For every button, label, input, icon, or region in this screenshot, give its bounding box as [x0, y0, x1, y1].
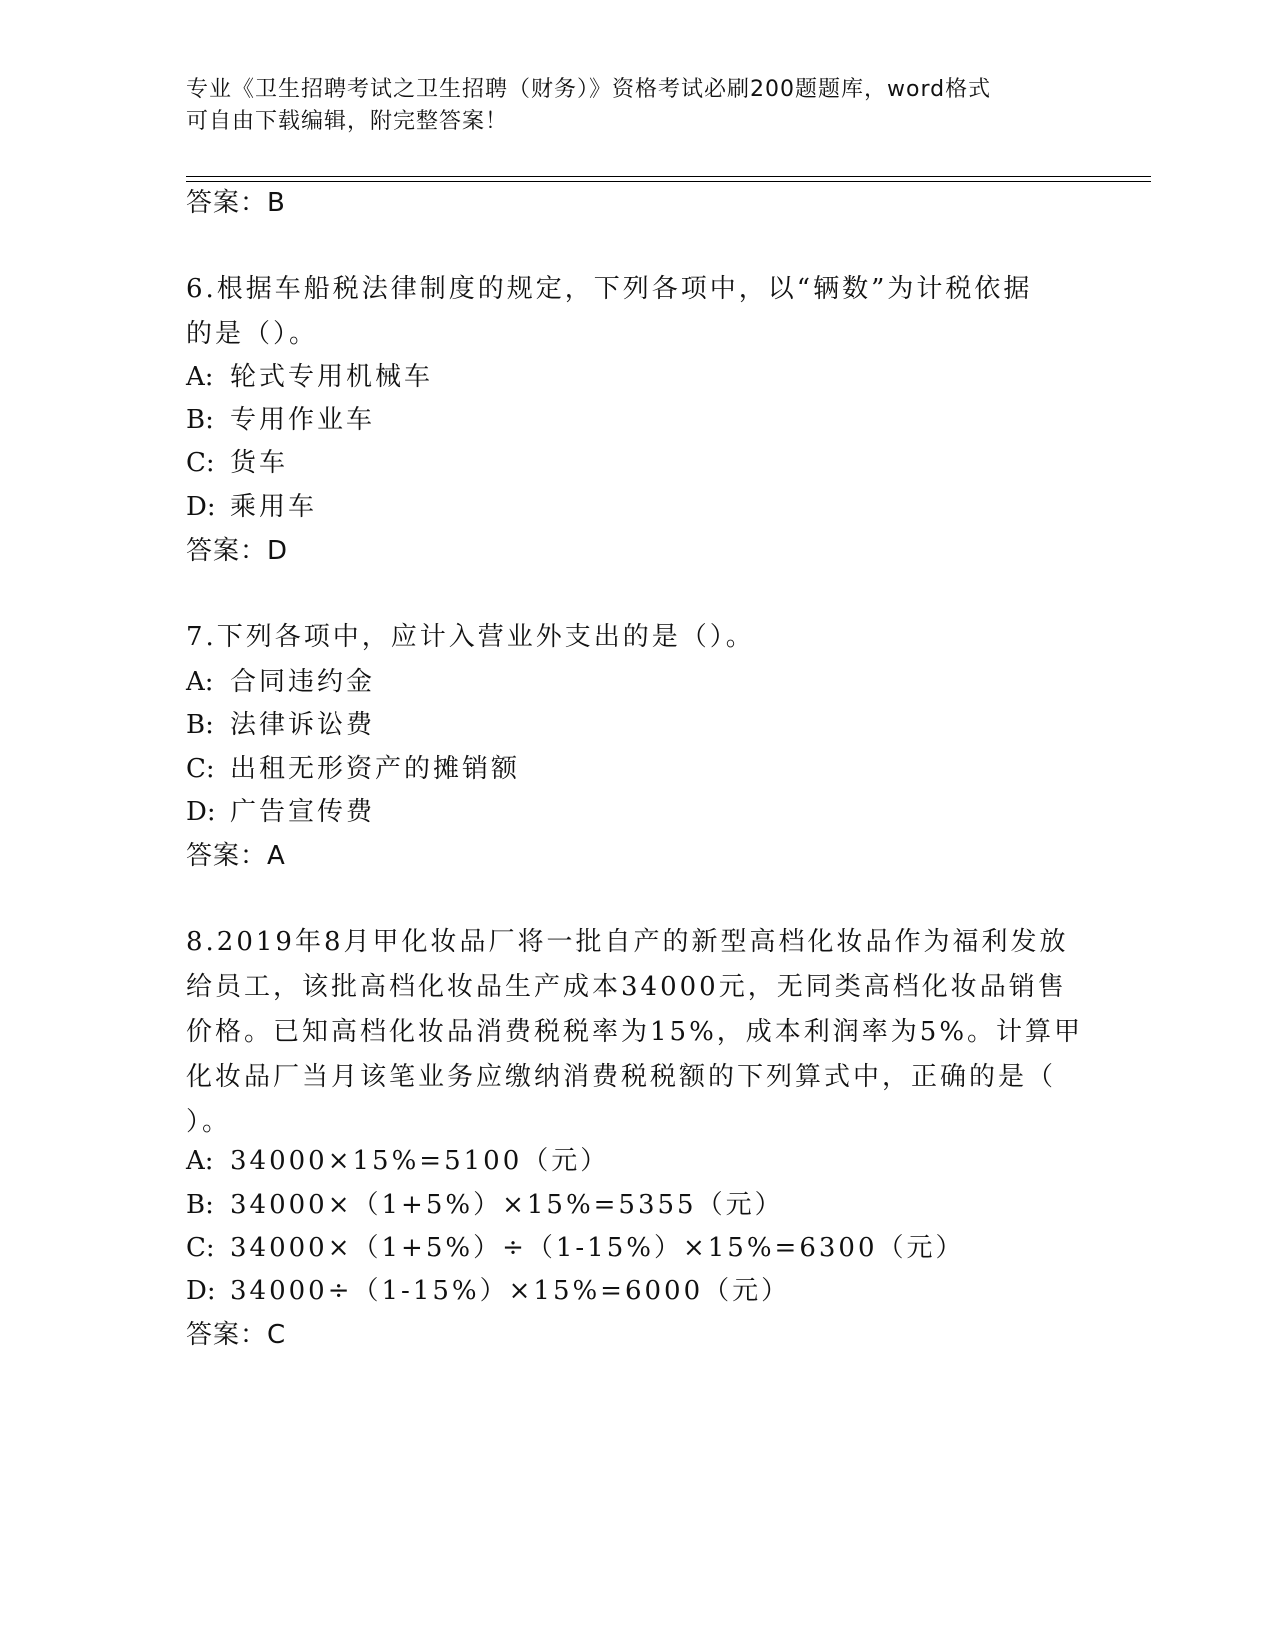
option-letter: C:: [186, 754, 215, 784]
option-text: 轮式专用机械车: [230, 362, 434, 392]
question-8-stem-line: ）。: [186, 1107, 232, 1137]
answer-q7: 答案：A: [186, 841, 286, 871]
option-text: 出租无形资产的摊销额: [230, 754, 521, 784]
option-letter: A:: [186, 1146, 214, 1176]
option-letter: D:: [186, 492, 216, 522]
option-letter: C:: [186, 1233, 215, 1263]
question-7-stem-line: 7.下列各项中，应计入营业外支出的是（）。: [186, 622, 755, 652]
question-6-option-b: [186, 403, 375, 437]
question-8-stem-line: 8.2019年8月甲化妆品厂将一批自产的新型高档化妆品作为福利发放: [186, 927, 1069, 957]
question-7-option-a: [186, 665, 375, 699]
option-letter: D:: [186, 797, 216, 827]
header-title-line-2: 可自由下载编辑，附完整答案！: [186, 109, 509, 134]
question-8-stem-line: 价格。已知高档化妆品消费税税率为15%，成本利润率为5%。计算甲: [186, 1017, 1084, 1047]
option-letter: A:: [186, 362, 214, 392]
question-8-stem-line: 给员工，该批高档化妆品生产成本34000元，无同类高档化妆品销售: [186, 972, 1067, 1002]
question-6-option-c: [186, 446, 288, 480]
option-text: 专用作业车: [230, 405, 376, 435]
question-8-option-b: [186, 1188, 784, 1222]
answer-q6: 答案：D: [186, 536, 289, 566]
question-6-stem-line: 的是（）。: [186, 319, 319, 349]
question-6-option-a: [186, 360, 433, 394]
option-text: 合同违约金: [230, 667, 376, 697]
option-letter: A:: [186, 667, 214, 697]
option-letter: B:: [186, 1190, 214, 1220]
question-8-stem: [186, 920, 1084, 1145]
page-header: [186, 74, 1086, 138]
option-letter: D:: [186, 1276, 216, 1306]
option-letter: B:: [186, 405, 214, 435]
option-letter: C:: [186, 448, 215, 478]
header-title-line-1: 专业《卫生招聘考试之卫生招聘（财务）》资格考试必刷200题题库，word格式: [186, 77, 992, 102]
question-7-option-d: [186, 795, 375, 829]
question-6-option-d: [186, 490, 317, 524]
question-8-option-a: [186, 1144, 609, 1178]
answer-q5: 答案：B: [186, 188, 286, 218]
option-text: 34000×15%=5100（元）: [230, 1146, 610, 1176]
option-text: 乘用车: [230, 492, 318, 522]
question-7-stem: [186, 615, 1076, 660]
option-text: 34000×（1+5%）÷（1-15%）×15%=6300（元）: [230, 1233, 965, 1263]
header-divider-bottom: [186, 181, 1151, 182]
question-6-stem: [186, 267, 1076, 357]
question-8-option-c: [186, 1231, 965, 1265]
question-6-stem-line: 6.根据车船税法律制度的规定，下列各项中，以“辆数”为计税依据: [186, 274, 1033, 304]
question-8-stem-line: 化妆品厂当月该笔业务应缴纳消费税税额的下列算式中，正确的是（: [186, 1062, 1057, 1092]
question-7-option-b: [186, 708, 375, 742]
question-7-option-c: [186, 752, 520, 786]
question-8-option-d: [186, 1274, 790, 1308]
option-text: 法律诉讼费: [230, 710, 376, 740]
answer-q8: 答案：C: [186, 1320, 287, 1350]
option-text: 广告宣传费: [230, 797, 376, 827]
option-letter: B:: [186, 710, 214, 740]
header-divider-top: [186, 176, 1151, 177]
option-text: 34000×（1+5%）×15%=5355（元）: [230, 1190, 784, 1220]
option-text: 34000÷（1-15%）×15%=6000（元）: [230, 1276, 791, 1306]
option-text: 货车: [230, 448, 289, 478]
